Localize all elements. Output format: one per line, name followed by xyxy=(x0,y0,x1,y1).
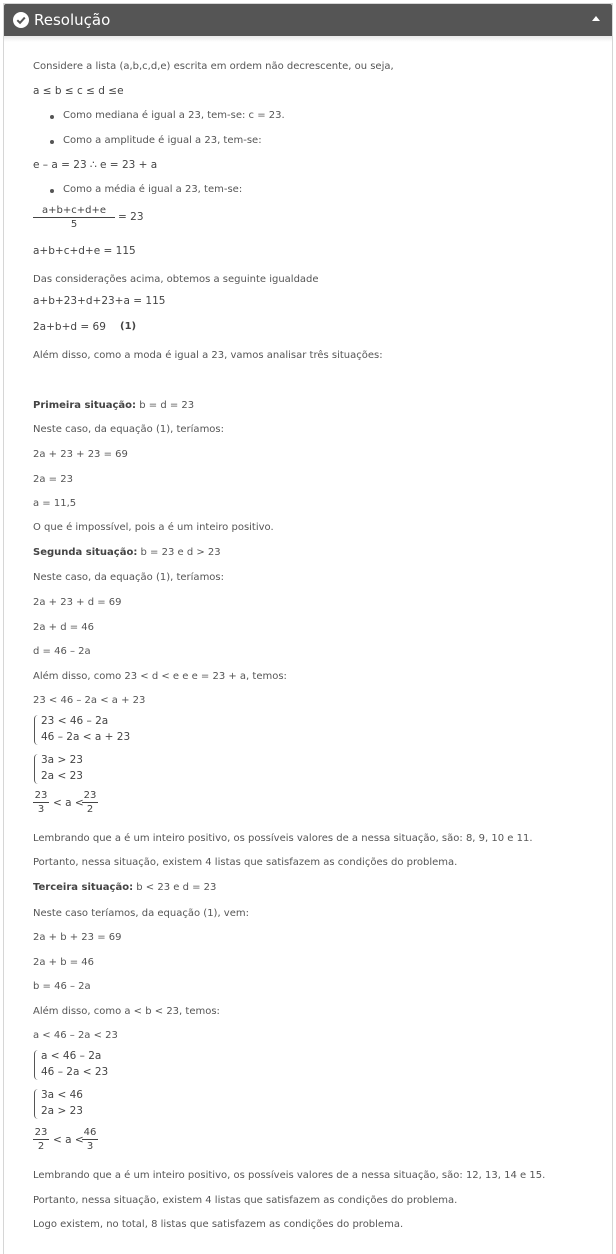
fraction xyxy=(82,1126,98,1153)
panel-title: Resolução xyxy=(34,11,111,29)
math-line: e – a = 23 ∴ e = 23 + a xyxy=(33,159,158,171)
math-line: < a < xyxy=(53,1134,84,1146)
system-equation: 2a < 23 xyxy=(41,770,83,782)
collapse-caret-icon[interactable] xyxy=(592,16,600,21)
text-line: O que é impossível, pois a é um inteiro positivo. xyxy=(33,522,274,533)
bullet xyxy=(50,115,54,119)
header-shadow xyxy=(4,36,612,42)
math-line: d = 46 – 2a xyxy=(33,646,91,657)
math-line: b = 46 – 2a xyxy=(33,981,91,992)
text-line: Além disso, como a < b < 23, temos: xyxy=(33,1006,220,1017)
text-line: Lembrando que a é um inteiro positivo, os possíveis valores de a nessa situação, são: 12, 13, 14 e 15. xyxy=(33,1170,546,1181)
text-line: Além disso, como 23 < d < e e e = 23 + a, temos: xyxy=(33,671,287,682)
text-line: Logo existem, no total, 8 listas que satisfazem as condições do problema. xyxy=(33,1219,404,1230)
system-equation: 3a > 23 xyxy=(41,754,83,766)
math-line: 2a + 23 + 23 = 69 xyxy=(33,449,128,460)
system-equation: 23 < 46 – 2a xyxy=(41,715,109,727)
text-line: Lembrando que a é um inteiro positivo, os possíveis valores de a nessa situação, são: 8, 9, 10 e 11. xyxy=(33,833,533,844)
system-equation: 3a < 46 xyxy=(41,1089,83,1101)
system-brace xyxy=(34,1050,39,1080)
situation-condition: b < 23 e d = 23 xyxy=(133,882,217,893)
system-equation: 46 – 2a < 23 xyxy=(41,1066,109,1078)
check-circle-icon xyxy=(13,12,29,28)
system-equation: 46 – 2a < a + 23 xyxy=(41,731,131,743)
system-equation: a < 46 – 2a xyxy=(41,1050,102,1062)
situation-title: Terceira situação: xyxy=(33,882,134,893)
fraction-denominator: 2 xyxy=(86,804,94,815)
text-line: Portanto, nessa situação, existem 4 listas que satisfazem as condições do problema. xyxy=(33,1195,458,1206)
fraction-numerator: 23 xyxy=(34,1127,48,1138)
text-line: Além disso, como a moda é igual a 23, vamos analisar três situações: xyxy=(33,350,383,361)
situation-condition: b = d = 23 xyxy=(136,400,195,411)
math-line: 2a + b = 46 xyxy=(33,957,95,968)
math-line: a < 46 – 2a < 23 xyxy=(33,1030,118,1041)
situation-heading xyxy=(33,399,194,413)
list-item: Como a média é igual a 23, tem-se: xyxy=(63,184,243,195)
fraction xyxy=(82,789,98,816)
fraction xyxy=(33,1126,49,1153)
math-line: a+b+c+d+e = 115 xyxy=(33,245,136,257)
math-line: 2a = 23 xyxy=(33,474,73,485)
math-line: 2a+b+d = 69 xyxy=(33,321,106,333)
situation-title: Primeira situação: xyxy=(33,400,137,411)
panel-header[interactable] xyxy=(4,4,612,36)
system-brace xyxy=(34,715,39,745)
bullet xyxy=(50,189,54,193)
text-line: Portanto, nessa situação, existem 4 listas que satisfazem as condições do problema. xyxy=(33,857,458,868)
fraction-denominator: 3 xyxy=(86,1141,94,1152)
math-line: = 23 xyxy=(118,211,144,223)
fraction-numerator: 23 xyxy=(83,790,97,801)
math-line: < a < xyxy=(53,797,84,809)
math-line: 23 < 46 – 2a < a + 23 xyxy=(33,695,146,706)
situation-heading xyxy=(33,881,216,895)
math-line: a+b+23+d+23+a = 115 xyxy=(33,295,166,307)
equation-tag: (1) xyxy=(120,321,137,332)
text-line: Neste caso, da equação (1), teríamos: xyxy=(33,572,225,583)
situation-heading xyxy=(33,546,221,560)
math-line: 2a + 23 + d = 69 xyxy=(33,597,122,608)
fraction xyxy=(33,204,115,231)
math-line: a ≤ b ≤ c ≤ d ≤e xyxy=(33,85,124,97)
math-line: a = 11,5 xyxy=(33,498,77,509)
situation-condition: b = 23 e d > 23 xyxy=(137,547,221,558)
math-line: 2a + d = 46 xyxy=(33,622,95,633)
fraction xyxy=(33,789,49,816)
fraction-denominator: 5 xyxy=(70,219,78,230)
list-item: Como mediana é igual a 23, tem-se: c = 23. xyxy=(63,110,285,121)
fraction-denominator: 2 xyxy=(37,1141,45,1152)
text-line: Considere a lista (a,b,c,d,e) escrita em ordem não decrescente, ou seja, xyxy=(33,61,394,72)
situation-title: Segunda situação: xyxy=(33,547,138,558)
math-line: 2a + b + 23 = 69 xyxy=(33,932,122,943)
fraction-numerator: a+b+c+d+e xyxy=(42,205,106,216)
system-brace xyxy=(34,1089,39,1119)
bullet xyxy=(50,140,54,144)
system-brace xyxy=(34,754,39,784)
text-line: Das considerações acima, obtemos a seguinte igualdade xyxy=(33,274,319,285)
list-item: Como a amplitude é igual a 23, tem-se: xyxy=(63,135,262,146)
system-equation: 2a > 23 xyxy=(41,1105,83,1117)
fraction-denominator: 3 xyxy=(37,804,45,815)
text-line: Neste caso teríamos, da equação (1), vem: xyxy=(33,908,249,919)
fraction-numerator: 46 xyxy=(83,1127,97,1138)
fraction-numerator: 23 xyxy=(34,790,48,801)
text-line: Neste caso, da equação (1), teríamos: xyxy=(33,424,225,435)
